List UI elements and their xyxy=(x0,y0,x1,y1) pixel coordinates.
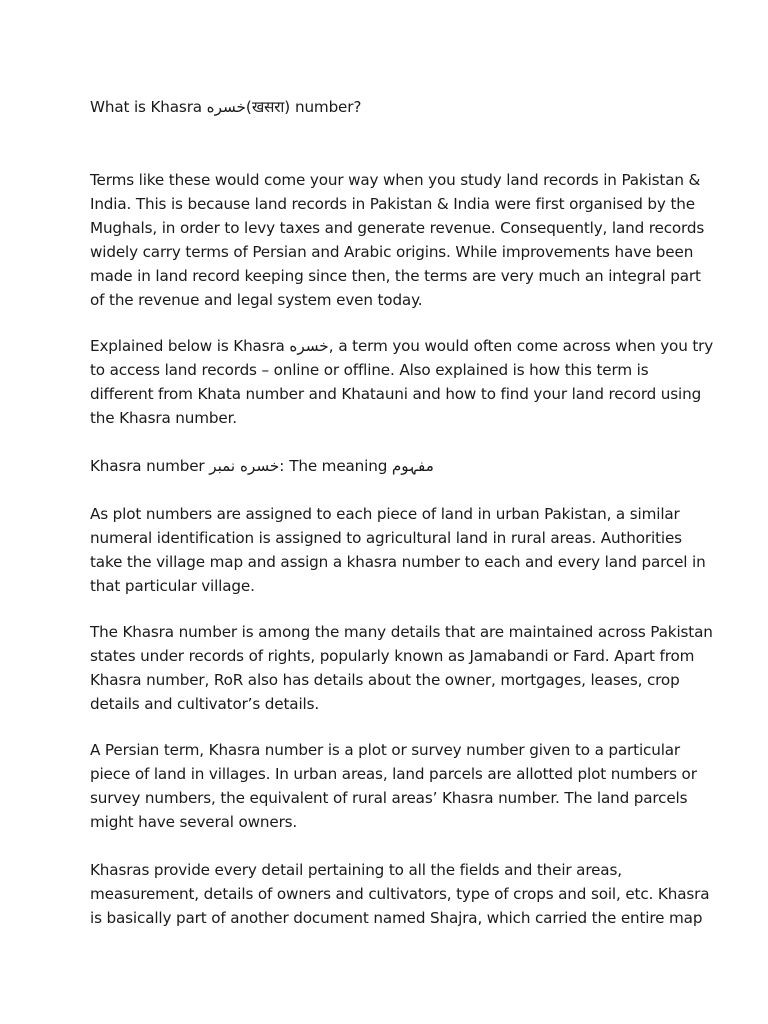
paragraph-intro xyxy=(90,168,705,312)
text-line: As plot numbers are assigned to each piece of land in urban Pakistan, a similar xyxy=(90,505,680,523)
text-line: states under records of rights, popularly known as Jamabandi or Fard. Apart from xyxy=(90,647,695,665)
text-line: that particular village. xyxy=(90,577,255,595)
text-line: survey numbers, the equivalent of rural areas’ Khasra number. The land parcels xyxy=(90,789,688,807)
text-line: India. This is because land records in Pakistan & India were first organised by the xyxy=(90,195,695,213)
text-line: different from Khata number and Khatauni and how to find your land record using xyxy=(90,385,702,403)
text-line: A Persian term, Khasra number is a plot or survey number given to a particular xyxy=(90,741,681,759)
text-line: Khasras provide every detail pertaining to all the fields and their areas, xyxy=(90,861,622,879)
subheading-line: Khasra number خسره نمبر: The meaning مفہوم xyxy=(90,457,434,475)
paragraph-records-of-rights xyxy=(90,620,713,716)
text-line: measurement, details of owners and cultivators, type of crops and soil, etc. Khasra xyxy=(90,885,710,903)
text-line: the Khasra number. xyxy=(90,409,237,427)
text-line: made in land record keeping since then, the terms are very much an integral part xyxy=(90,267,701,285)
paragraph-khasras-details xyxy=(90,858,710,930)
paragraph-explained xyxy=(90,334,714,430)
paragraph-plot-numbers xyxy=(90,502,706,598)
text-line: Mughals, in order to levy taxes and generate revenue. Consequently, land records xyxy=(90,219,705,237)
paragraph-persian-term xyxy=(90,738,697,834)
text-line: piece of land in villages. In urban areas, land parcels are allotted plot numbers or xyxy=(90,765,697,783)
text-line: is basically part of another document named Shajra, which carried the entire map xyxy=(90,909,703,927)
document-title xyxy=(90,95,690,119)
text-line: Terms like these would come your way when you study land records in Pakistan & xyxy=(90,171,701,189)
text-line: details and cultivator’s details. xyxy=(90,695,320,713)
text-line: might have several owners. xyxy=(90,813,298,831)
text-line: Explained below is Khasra خسره, a term you would often come across when you try xyxy=(90,337,714,355)
text-line: take the village map and assign a khasra number to each and every land parcel in xyxy=(90,553,706,571)
text-line: widely carry terms of Persian and Arabic origins. While improvements have been xyxy=(90,243,694,261)
text-line: numeral identification is assigned to agricultural land in rural areas. Authorities xyxy=(90,529,682,547)
text-line: to access land records – online or offline. Also explained is how this term is xyxy=(90,361,649,379)
title-line: What is Khasra خسره(खसरा) number? xyxy=(90,98,362,116)
text-line: of the revenue and legal system even today. xyxy=(90,291,423,309)
text-line: The Khasra number is among the many details that are maintained across Pakistan xyxy=(90,623,713,641)
text-line: Khasra number, RoR also has details about the owner, mortgages, leases, crop xyxy=(90,671,680,689)
section-subheading xyxy=(90,454,690,478)
